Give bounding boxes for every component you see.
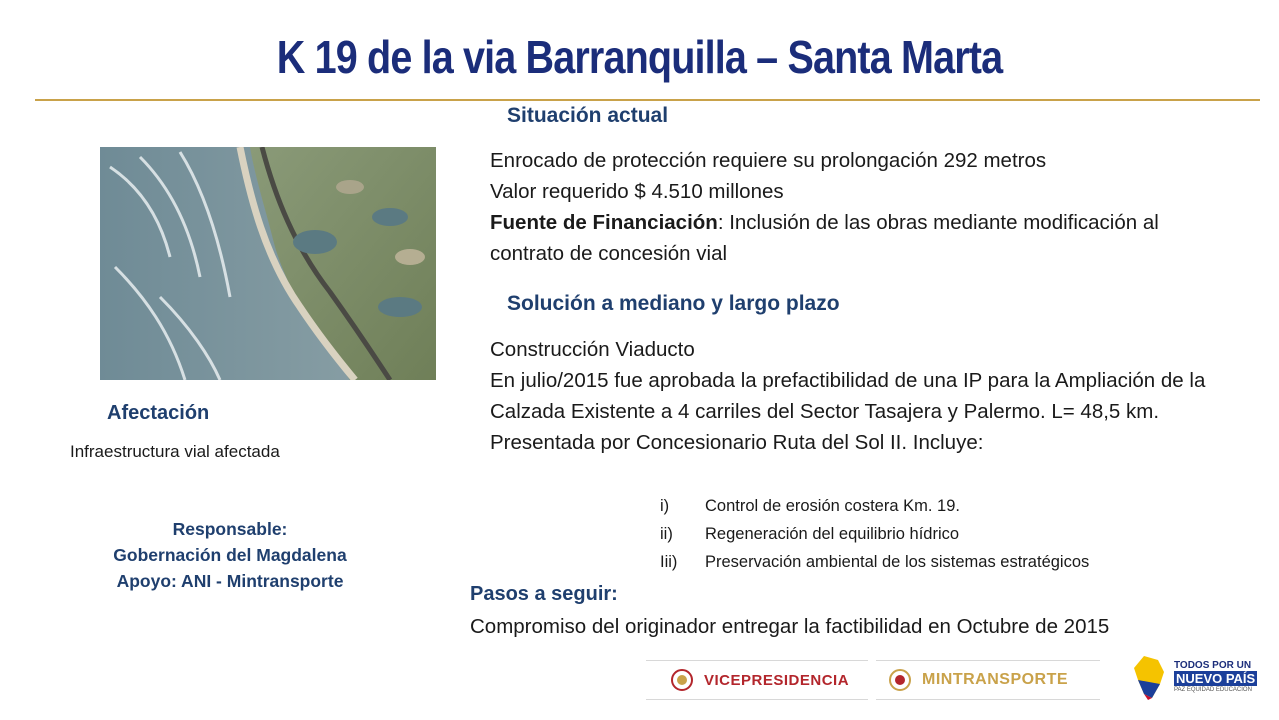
afectacion-heading: Afectación <box>107 402 210 424</box>
list-item <box>660 492 1089 520</box>
situacion-line-1: Enrocado de protección requiere su prolongación 292 metros <box>490 149 1047 172</box>
responsable-label: Responsable: <box>172 519 288 539</box>
list-item-number: Iii) <box>660 553 678 571</box>
afectacion-text: Infraestructura vial afectada <box>70 442 280 461</box>
vicepresidencia-text: VICEPRESIDENCIA <box>704 671 850 689</box>
solucion-line-1: Construcción Viaducto <box>490 338 695 361</box>
list-item-text: Regeneración del equilibrio hídrico <box>705 525 960 543</box>
responsable-apoyo: Apoyo: ANI - Mintransporte <box>116 571 344 591</box>
responsable-block <box>60 516 400 594</box>
fuente-text: : Inclusión de las obras mediante modificación al contrato de concesión vial <box>490 211 1159 265</box>
todos-por-un-nuevo-pais-text <box>1174 660 1257 695</box>
coat-of-arms-icon <box>670 668 694 692</box>
mintransporte-logo <box>876 660 1100 700</box>
list-item-text: Control de erosión costera Km. 19. <box>705 497 960 515</box>
list-item-number: i) <box>660 497 670 515</box>
situacion-fuente <box>490 207 1210 269</box>
title-divider <box>35 99 1260 101</box>
todos-por-un-nuevo-pais-logo <box>1130 653 1260 701</box>
logo-line-1: TODOS POR UN <box>1174 659 1252 671</box>
solucion-body <box>490 334 1220 458</box>
responsable-entity: Gobernación del Magdalena <box>113 545 347 565</box>
solucion-paragraph: En julio/2015 fue aprobada la prefactibilidad de una IP para la Ampliación de la Calzada Existente a 4 carriles del Sector Tasajera y Palermo. L= 48,5 km. Presentada por Concesionario Ruta del Sol II. Incluye: <box>490 369 1206 454</box>
colombia-map-icon <box>1130 654 1170 700</box>
mintransporte-text: MINTRANSPORTE <box>922 671 1069 688</box>
list-item <box>660 520 1089 548</box>
fuente-label: Fuente de Financiación <box>490 211 718 234</box>
list-item-number: ii) <box>660 525 673 543</box>
logo-line-2: NUEVO PAÍS <box>1176 670 1256 686</box>
situacion-body <box>490 145 1210 269</box>
solucion-heading: Solución a mediano y largo plazo <box>507 292 840 315</box>
list-item-text: Preservación ambiental de los sistemas estratégicos <box>705 553 1090 571</box>
coat-of-arms-icon <box>888 668 912 692</box>
pasos-text: Compromiso del originador entregar la factibilidad en Octubre de 2015 <box>470 615 1110 638</box>
situacion-heading: Situación actual <box>507 104 669 127</box>
vicepresidencia-logo <box>646 660 868 700</box>
situacion-line-2: Valor requerido $ 4.510 millones <box>490 180 784 203</box>
coastline-aerial-photo <box>100 147 436 380</box>
logo-line-3: PAZ EQUIDAD EDUCACIÓN <box>1174 686 1252 693</box>
solucion-list <box>660 492 1089 576</box>
pasos-heading: Pasos a seguir: <box>470 583 618 605</box>
list-item <box>660 548 1089 576</box>
page-title: K 19 de la via Barranquilla – Santa Marta <box>276 31 1003 83</box>
